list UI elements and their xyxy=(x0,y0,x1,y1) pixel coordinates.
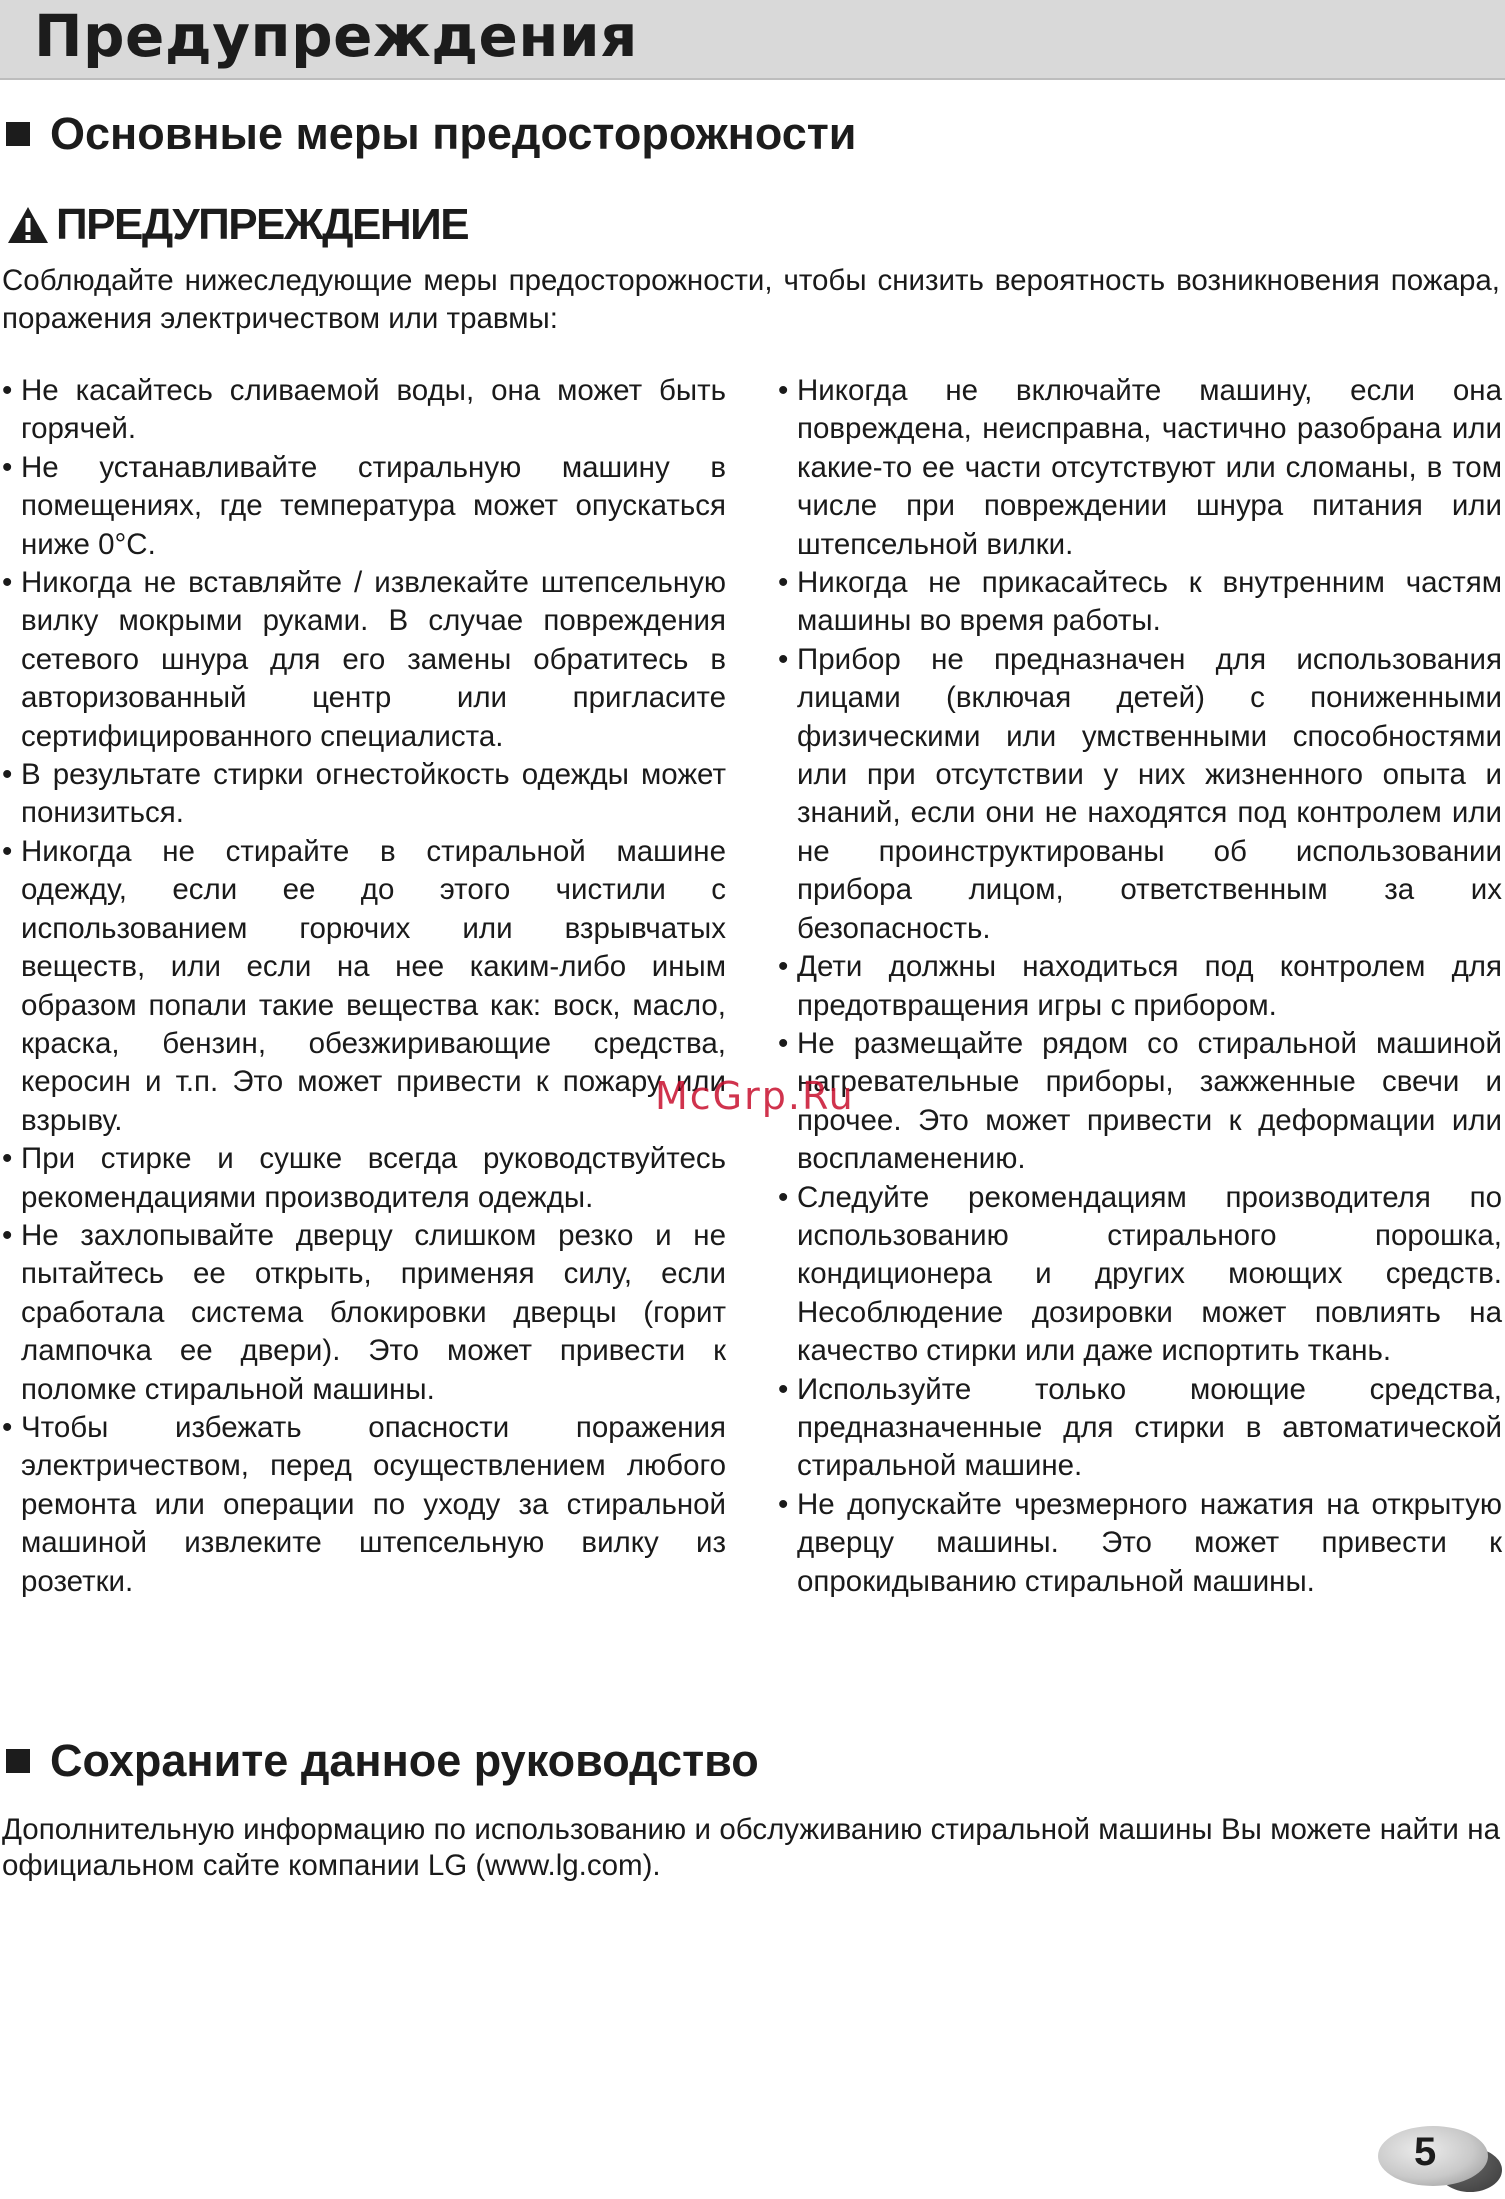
list-item: • Никогда не вставляйте / извлекайте штепсельную вилку мокрыми руками. В случае повреждения сетевого шнура для его замены обратитесь в авторизованный центр или пригласите сертифицированного специалиста. xyxy=(2,564,726,756)
section-heading-save-manual xyxy=(6,1735,759,1787)
list-item: • Никогда не включайте машину, если она повреждена, неисправна, частично разобрана или какие-то ее части отсутствуют или сломаны, в том числе при повреждении шнура питания или штепсельной вилки. xyxy=(778,372,1502,564)
list-item: • Не допускайте чрезмерного нажатия на открытую дверцу машины. Это может привести к опрокидыванию стиральной машины. xyxy=(778,1486,1502,1601)
list-item: • Дети должны находиться под контролем для предотвращения игры с прибором. xyxy=(778,948,1502,1025)
warning-heading xyxy=(6,200,468,250)
list-item: • Никогда не прикасайтесь к внутренним частям машины во время работы. xyxy=(778,564,1502,641)
page-number: 5 xyxy=(1414,2130,1437,2174)
list-item: • Следуйте рекомендациям производителя по использованию стирального порошка, кондиционера и других моющих средств. Несоблюдение дозировки может повлиять на качество стирки или даже испортить ткань. xyxy=(778,1179,1502,1371)
page-title: Предупреждения xyxy=(34,2,638,70)
square-bullet-icon xyxy=(6,122,30,146)
page-title-bar xyxy=(0,0,1505,80)
square-bullet-icon xyxy=(6,1749,30,1773)
section-heading-text: Сохраните данное руководство xyxy=(50,1735,759,1786)
list-item: • Никогда не стирайте в стиральной машине одежду, если ее до этого чистили с использованием горючих или взрывчатых веществ, или если на нее каким-либо иным образом попали такие вещества как: воск, масло, краска, бензин, обезжиривающие средства, керосин и т.п. Это может привести к пожару или взрыву. xyxy=(2,833,726,1140)
right-precautions-list xyxy=(778,372,1502,1601)
list-item: • Прибор не предназначен для использования лицами (включая детей) с пониженными физическими или умственными способностями или при отсутствии у них жизненного опыта и знаний, если они не находятся под контролем или не проинструктированы об использовании прибора лицом, ответственным за их безопасность. xyxy=(778,641,1502,948)
list-item: • Не касайтесь сливаемой воды, она может быть горячей. xyxy=(2,372,726,449)
list-item: • При стирке и сушке всегда руководствуйтесь рекомендациями производителя одежды. xyxy=(2,1140,726,1217)
left-precautions-list xyxy=(2,372,726,1601)
save-manual-paragraph: Дополнительную информацию по использованию и обслуживанию стиральной машины Вы можете найти на официальном сайте компании LG (www.lg.com). xyxy=(2,1813,1500,1882)
list-item: • Чтобы избежать опасности поражения электричеством, перед осуществлением любого ремонта или операции по уходу за стиральной машиной извлеките штепсельную вилку из розетки. xyxy=(2,1409,726,1601)
list-item: • В результате стирки огнестойкость одежды может понизиться. xyxy=(2,756,726,833)
watermark: McGrp.Ru xyxy=(655,1074,855,1118)
list-item: • Не размещайте рядом со стиральной машиной нагревательные приборы, зажженные свечи и прочее. Это может привести к деформации или воспламенению. xyxy=(778,1025,1502,1179)
section-heading-text: Основные меры предосторожности xyxy=(50,108,857,159)
intro-paragraph: Соблюдайте нижеследующие меры предосторожности, чтобы снизить вероятность возникновения пожара, поражения электричеством или травмы: xyxy=(2,264,1500,335)
warning-triangle-icon xyxy=(6,205,50,245)
list-item: • Используйте только моющие средства, предназначенные для стирки в автоматической стиральной машине. xyxy=(778,1371,1502,1486)
list-item: • Не захлопывайте дверцу слишком резко и не пытайтесь ее открыть, применяя силу, если сработала система блокировки дверцы (горит лампочка ее двери). Это может привести к поломке стиральной машины. xyxy=(2,1217,726,1409)
page-number-badge xyxy=(1378,2126,1502,2192)
section-heading-precautions xyxy=(6,108,856,160)
list-item: • Не устанавливайте стиральную машину в помещениях, где температура может опускаться ниже 0°С. xyxy=(2,449,726,564)
warning-heading-text: ПРЕДУПРЕЖДЕНИЕ xyxy=(56,200,469,249)
